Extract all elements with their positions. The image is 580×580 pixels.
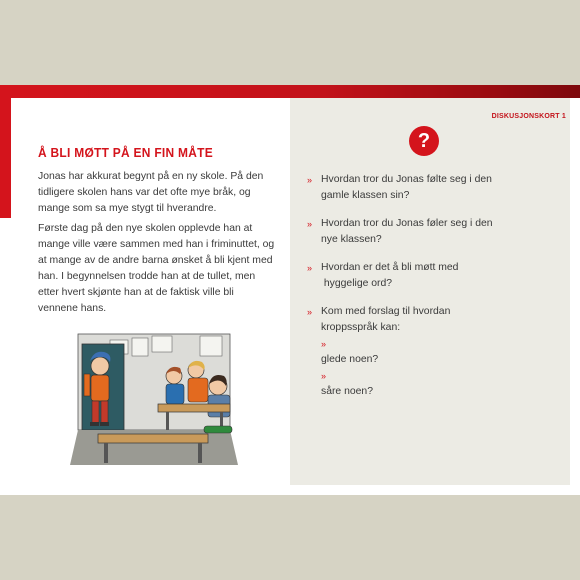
- question-item-3: [307, 260, 557, 292]
- question-2-line-2: nye klassen?: [321, 234, 382, 245]
- sub-bullet-icon: »: [321, 371, 327, 381]
- bullet-icon: »: [307, 175, 313, 185]
- question-2-line-1: Hvordan tror du Jonas føler seg i den: [321, 218, 493, 229]
- question-item-4: [307, 304, 557, 400]
- question-item-1: [307, 172, 557, 204]
- card-top-bar: [0, 85, 580, 98]
- question-1-line-2: gamle klassen sin?: [321, 190, 410, 201]
- sub-question-1: » glede noen?: [321, 336, 557, 368]
- classroom-illustration: [70, 330, 238, 465]
- bullet-icon: »: [307, 219, 313, 229]
- card-left-accent: [0, 98, 11, 218]
- sub-bullet-icon: »: [321, 339, 327, 349]
- card-title: Å BLI MØTT PÅ EN FIN MÅTE: [38, 145, 214, 160]
- story-paragraph-2: Første dag på den nye skolen opplevde han at mange ville være sammen med han i friminuttet, og at mange av de andre barna ønsket å bli kjent med han. I begynnelsen trodde han at de tullet, men etter hvert skjønte han at de faktisk ville bli vennene hans.: [38, 223, 275, 314]
- card-label: DISKUSJONSKORT 1: [491, 113, 566, 120]
- question-4-line-1: Kom med forslag til hvordan: [321, 306, 451, 317]
- bullet-icon: »: [307, 307, 313, 317]
- bullet-icon: »: [307, 263, 313, 273]
- question-4-line-2: kroppsspråk kan:: [321, 322, 401, 333]
- question-3-line-1: Hvordan er det å bli møtt med: [321, 262, 459, 273]
- question-1-line-1: Hvordan tror du Jonas følte seg i den: [321, 174, 492, 185]
- question-3-line-2: hyggelige ord?: [321, 278, 393, 289]
- question-mark-icon: ?: [409, 126, 439, 156]
- question-item-2: [307, 216, 557, 248]
- story-paragraph-1: Jonas har akkurat begynt på en ny skole. På den tidligere skolen hans var det ofte mye bråk, og mange som sa mye stygt til hverandre.: [38, 171, 264, 214]
- sub-question-2: » såre noen?: [321, 368, 557, 400]
